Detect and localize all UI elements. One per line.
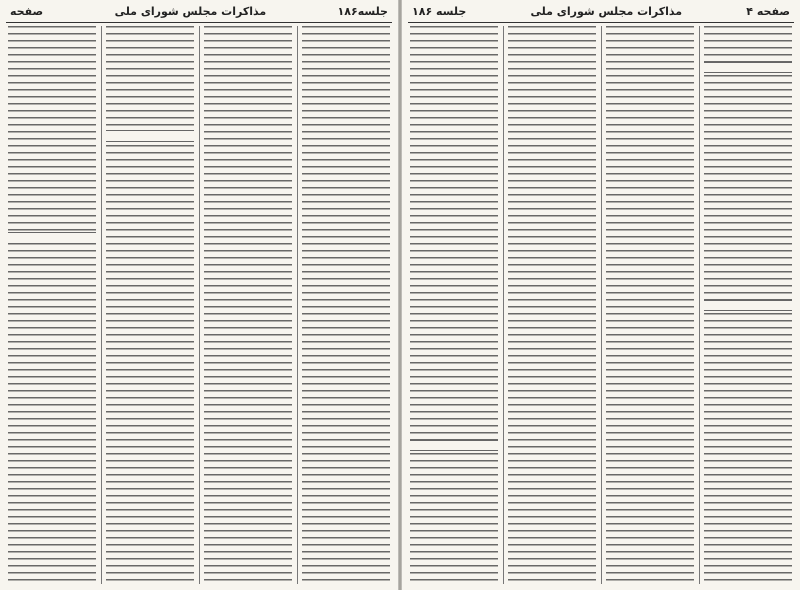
right-column-separator-1: [503, 26, 504, 584]
right-section-heading-box: [704, 62, 792, 73]
right-page-column-1: [410, 26, 498, 584]
left-section-heading-box: [8, 232, 96, 244]
right-header-rule: [408, 22, 794, 23]
left-page-column-3: [204, 26, 292, 584]
right-page-label: صفحه ۴: [746, 4, 790, 18]
left-page-column-2: [106, 26, 194, 584]
left-page-session: جلسه۱۸۶: [337, 4, 388, 18]
right-column-separator-3: [699, 26, 700, 584]
right-page-title: مذاکرات مجلس شورای ملی: [530, 4, 683, 18]
left-page: [0, 0, 398, 590]
left-section-heading-box: [106, 130, 194, 142]
left-header-rule: [6, 22, 392, 23]
left-page-title: مذاکرات مجلس شورای ملی: [114, 4, 267, 18]
right-page-column-2: [508, 26, 596, 584]
right-page-column-3: [606, 26, 694, 584]
left-page-label: صفحه: [10, 4, 44, 18]
left-page-column-1: [8, 26, 96, 584]
right-section-heading-box: [410, 440, 498, 451]
left-column-separator-2: [199, 26, 200, 584]
right-page-session: جلسه ۱۸۶: [412, 4, 467, 18]
left-column-separator-1: [101, 26, 102, 584]
right-column-separator-2: [601, 26, 602, 584]
right-page-header: [402, 0, 800, 22]
left-column-separator-3: [297, 26, 298, 584]
left-page-header: [0, 0, 398, 22]
left-page-column-4: [302, 26, 390, 584]
right-page: [402, 0, 800, 590]
right-section-heading-box: [704, 300, 792, 311]
